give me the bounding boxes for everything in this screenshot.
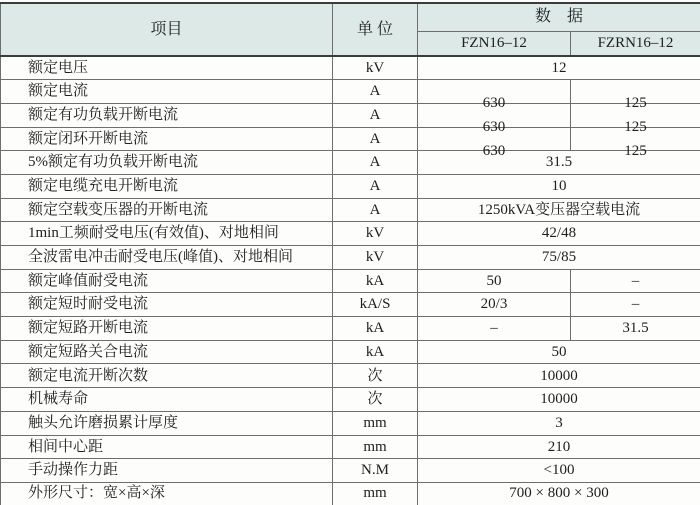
- row-value-fzn: 50: [418, 269, 571, 293]
- table-row: [1, 174, 700, 198]
- row-value: 10: [418, 174, 700, 198]
- header-item: 项目: [1, 3, 333, 56]
- straddled-value: 630: [482, 95, 506, 112]
- row-unit: N.M: [333, 459, 418, 483]
- row-unit: kA: [333, 340, 418, 364]
- row-label: 1min工频耐受电压(有效值)、对地相间: [1, 222, 333, 246]
- table-row: [1, 56, 700, 80]
- row-label: 额定电缆充电开断电流: [1, 174, 333, 198]
- table-body: [1, 56, 700, 505]
- header-unit: 单 位: [333, 3, 418, 56]
- row-label: 额定短路关合电流: [1, 340, 333, 364]
- table-row: [1, 103, 700, 127]
- table-row: [1, 198, 700, 222]
- row-value: 75/85: [418, 246, 700, 270]
- row-label: 额定电流开断次数: [1, 364, 333, 388]
- row-label: 相间中心距: [1, 435, 333, 459]
- row-unit: kV: [333, 222, 418, 246]
- table-header: [1, 3, 700, 56]
- row-label: 机械寿命: [1, 388, 333, 412]
- row-label: 额定闭环开断电流: [1, 127, 333, 151]
- row-value: 31.5: [418, 151, 700, 175]
- row-label: 额定有功负载开断电流: [1, 103, 333, 127]
- table-row: [1, 269, 700, 293]
- row-unit: mm: [333, 435, 418, 459]
- row-unit: A: [333, 127, 418, 151]
- row-label: 额定短路开断电流: [1, 317, 333, 341]
- row-value: 10000: [418, 388, 700, 412]
- table-row: [1, 222, 700, 246]
- straddled-value: 630: [482, 142, 506, 159]
- header-model-fzrn16-12: FZRN16–12: [571, 31, 700, 56]
- row-value: 1250kVA变压器空载电流: [418, 198, 700, 222]
- row-label: 5%额定有功负载开断电流: [1, 151, 333, 175]
- row-value-fzrn: –: [571, 293, 700, 317]
- row-value-fzrn: –: [571, 269, 700, 293]
- row-unit: mm: [333, 411, 418, 435]
- row-value: 210: [418, 435, 700, 459]
- row-value: 10000: [418, 364, 700, 388]
- table-row: [1, 80, 700, 104]
- row-unit: A: [333, 198, 418, 222]
- row-value: 700 × 800 × 300: [418, 482, 700, 505]
- row-unit: kV: [333, 246, 418, 270]
- row-label: 全波雷电冲击耐受电压(峰值)、对地相间: [1, 246, 333, 270]
- row-value: 3: [418, 411, 700, 435]
- row-unit: mm: [333, 482, 418, 505]
- row-unit: A: [333, 103, 418, 127]
- row-unit: kA: [333, 317, 418, 341]
- header-model-fzn16-12: FZN16–12: [418, 31, 571, 56]
- straddled-value: 125: [624, 142, 647, 159]
- header-data: 数 据: [418, 3, 700, 31]
- row-value: <100: [418, 459, 700, 483]
- row-label: 手动操作力距: [1, 459, 333, 483]
- straddled-value: 125: [624, 118, 647, 135]
- spec-table: [0, 2, 700, 505]
- row-value-fzrn: 31.5: [571, 317, 700, 341]
- row-label: 触头允许磨损累计厚度: [1, 411, 333, 435]
- table-row: [1, 482, 700, 505]
- row-label: 额定峰值耐受电流: [1, 269, 333, 293]
- header-row-top: [1, 3, 700, 31]
- table-row: [1, 127, 700, 151]
- row-label: 额定电压: [1, 56, 333, 80]
- table-row: [1, 317, 700, 341]
- row-value-fzn: [418, 80, 571, 112]
- row-unit: A: [333, 151, 418, 175]
- row-unit: A: [333, 174, 418, 198]
- straddled-value: 125: [624, 95, 647, 112]
- table-row: [1, 459, 700, 483]
- table-row: [1, 388, 700, 412]
- table-row: [1, 293, 700, 317]
- row-unit: A: [333, 80, 418, 104]
- row-value: 42/48: [418, 222, 700, 246]
- row-unit: kV: [333, 56, 418, 80]
- row-label: 外形尺寸：宽×高×深: [1, 482, 333, 505]
- row-value-fzrn: [571, 80, 700, 112]
- row-unit: 次: [333, 364, 418, 388]
- row-unit: kA/S: [333, 293, 418, 317]
- row-label: 额定短时耐受电流: [1, 293, 333, 317]
- row-unit: 次: [333, 388, 418, 412]
- row-value: 12: [418, 56, 700, 80]
- table-row: [1, 151, 700, 175]
- table-row: [1, 364, 700, 388]
- table-row: [1, 340, 700, 364]
- row-value-fzn: –: [418, 317, 571, 341]
- row-value: 50: [418, 340, 700, 364]
- table-row: [1, 246, 700, 270]
- row-label: 额定电流: [1, 80, 333, 104]
- straddled-value: 630: [482, 118, 506, 135]
- row-label: 额定空载变压器的开断电流: [1, 198, 333, 222]
- table-row: [1, 411, 700, 435]
- row-value-fzn: 20/3: [418, 293, 571, 317]
- table-row: [1, 435, 700, 459]
- row-unit: kA: [333, 269, 418, 293]
